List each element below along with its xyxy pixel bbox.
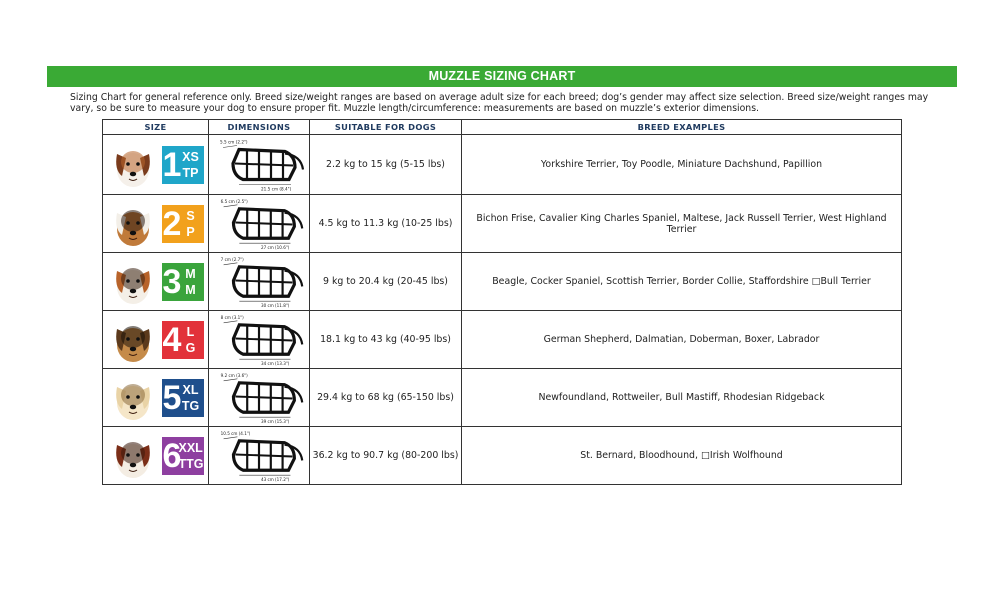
header-dimensions: DIMENSIONS xyxy=(209,120,310,135)
dimension-height-label: 5.5 cm (2.2") xyxy=(220,139,248,145)
size-code-en: XS xyxy=(182,149,199,164)
sizing-table xyxy=(102,119,902,485)
dimension-height-label: 8 cm (3.1") xyxy=(220,314,244,320)
dimension-length-label: 39 cm (15.3") xyxy=(260,419,290,425)
muzzle-icon xyxy=(233,267,302,296)
weight-cell: 4.5 kg to 11.3 kg (10-25 lbs) xyxy=(310,195,462,253)
size-code-fr: P xyxy=(186,224,195,239)
size-code-fr: TTG xyxy=(178,456,204,471)
weight-cell: 36.2 kg to 90.7 kg (80-200 lbs) xyxy=(310,427,462,485)
size-number: 5 xyxy=(162,378,182,417)
table-row xyxy=(103,311,902,369)
size-code-en: XXL xyxy=(178,440,203,455)
breeds-cell: Yorkshire Terrier, Toy Poodle, Miniature Dachshund, Papillion xyxy=(462,135,902,195)
table-header-row xyxy=(103,120,902,135)
dimensions-cell xyxy=(209,369,310,427)
table-row xyxy=(103,253,902,311)
table-row xyxy=(103,135,902,195)
table-row xyxy=(103,427,902,485)
size-number: 1 xyxy=(162,145,182,184)
weight-cell: 29.4 kg to 68 kg (65-150 lbs) xyxy=(310,369,462,427)
size-badge xyxy=(162,321,204,359)
muzzle-icon xyxy=(233,209,302,238)
size-badge xyxy=(162,205,204,243)
dimensions-cell xyxy=(209,253,310,311)
size-number: 4 xyxy=(162,320,182,359)
dimension-height-label: 10.5 cm (4.1") xyxy=(220,430,251,436)
dimensions-cell xyxy=(209,427,310,485)
dimension-length-label: 21.5 cm (8.4") xyxy=(261,186,292,192)
size-cell xyxy=(103,195,209,253)
size-number: 2 xyxy=(162,204,182,243)
weight-cell: 18.1 kg to 43 kg (40-95 lbs) xyxy=(310,311,462,369)
size-badge xyxy=(162,146,204,184)
header-breeds: BREED EXAMPLES xyxy=(462,120,902,135)
size-cell xyxy=(103,427,209,485)
weight-cell: 2.2 kg to 15 kg (5-15 lbs) xyxy=(310,135,462,195)
border-collie-icon xyxy=(108,140,158,190)
muzzle-icon xyxy=(233,383,302,412)
table-row xyxy=(103,369,902,427)
dimension-height-label: 7 cm (2.7") xyxy=(220,256,244,262)
size-number: 3 xyxy=(162,262,182,301)
muzzle-diagram xyxy=(209,135,309,194)
muzzle-diagram xyxy=(209,427,309,484)
dimensions-cell xyxy=(209,135,310,195)
table-row xyxy=(103,195,902,253)
size-code-fr: TP xyxy=(182,165,199,180)
muzzle-diagram xyxy=(209,311,309,368)
breeds-cell: St. Bernard, Bloodhound, □Irish Wolfhound xyxy=(462,427,902,485)
jack-russell-icon xyxy=(108,199,158,249)
dimension-length-label: 30 cm (11.8") xyxy=(260,303,290,309)
beagle-icon xyxy=(108,257,158,307)
size-cell xyxy=(103,135,209,195)
size-code-en: M xyxy=(185,266,196,281)
size-code-fr: G xyxy=(185,340,196,355)
breeds-cell: Newfoundland, Rottweiler, Bull Mastiff, Rhodesian Ridgeback xyxy=(462,369,902,427)
muzzle-diagram xyxy=(209,195,309,252)
size-badge xyxy=(162,437,204,475)
size-badge xyxy=(162,379,204,417)
size-badge xyxy=(162,263,204,301)
dimension-height-label: 9.2 cm (3.6") xyxy=(220,372,248,378)
size-cell xyxy=(103,253,209,311)
golden-retriever-icon xyxy=(108,373,158,423)
size-code-en: XL xyxy=(182,382,199,397)
st-bernard-icon xyxy=(108,431,158,481)
size-code-en: L xyxy=(186,324,195,339)
dimensions-cell xyxy=(209,195,310,253)
breeds-cell: Bichon Frise, Cavalier King Charles Spaniel, Maltese, Jack Russell Terrier, West Highland Terrier xyxy=(462,195,902,253)
size-cell xyxy=(103,369,209,427)
header-suitable: SUITABLE FOR DOGS xyxy=(310,120,462,135)
weight-cell: 9 kg to 20.4 kg (20-45 lbs) xyxy=(310,253,462,311)
breeds-cell: Beagle, Cocker Spaniel, Scottish Terrier, Border Collie, Staffordshire □Bull Terrier xyxy=(462,253,902,311)
muzzle-diagram xyxy=(209,253,309,310)
chart-title-banner: MUZZLE SIZING CHART xyxy=(47,66,957,87)
size-cell xyxy=(103,311,209,369)
breeds-cell: German Shepherd, Dalmatian, Doberman, Boxer, Labrador xyxy=(462,311,902,369)
muzzle-diagram xyxy=(209,369,309,426)
dimension-height-label: 6.5 cm (2.5") xyxy=(220,198,248,204)
dimension-length-label: 34 cm (13.3") xyxy=(260,361,290,367)
header-size: SIZE xyxy=(103,120,209,135)
size-number: 6 xyxy=(162,436,182,475)
dimensions-cell xyxy=(209,311,310,369)
size-code-en: S xyxy=(186,208,195,223)
muzzle-icon xyxy=(233,150,303,180)
muzzle-icon xyxy=(233,441,302,470)
size-code-fr: M xyxy=(185,282,196,297)
dimension-length-label: 43 cm (17.2") xyxy=(260,477,290,483)
intro-text: Sizing Chart for general reference only. Breed size/weight ranges are based on average adult size for each breed; dog’s gender may affect size selection. Breed size/weight ranges may vary, so be sure to measure your dog to ensure proper fit. Muzzle length/circumference: measurements are based on muzzle’s exterior dimensions. xyxy=(70,92,929,114)
size-code-fr: TG xyxy=(181,398,200,413)
muzzle-icon xyxy=(233,325,302,354)
german-shepherd-icon xyxy=(108,315,158,365)
dimension-length-label: 27 cm (10.6") xyxy=(260,245,290,251)
